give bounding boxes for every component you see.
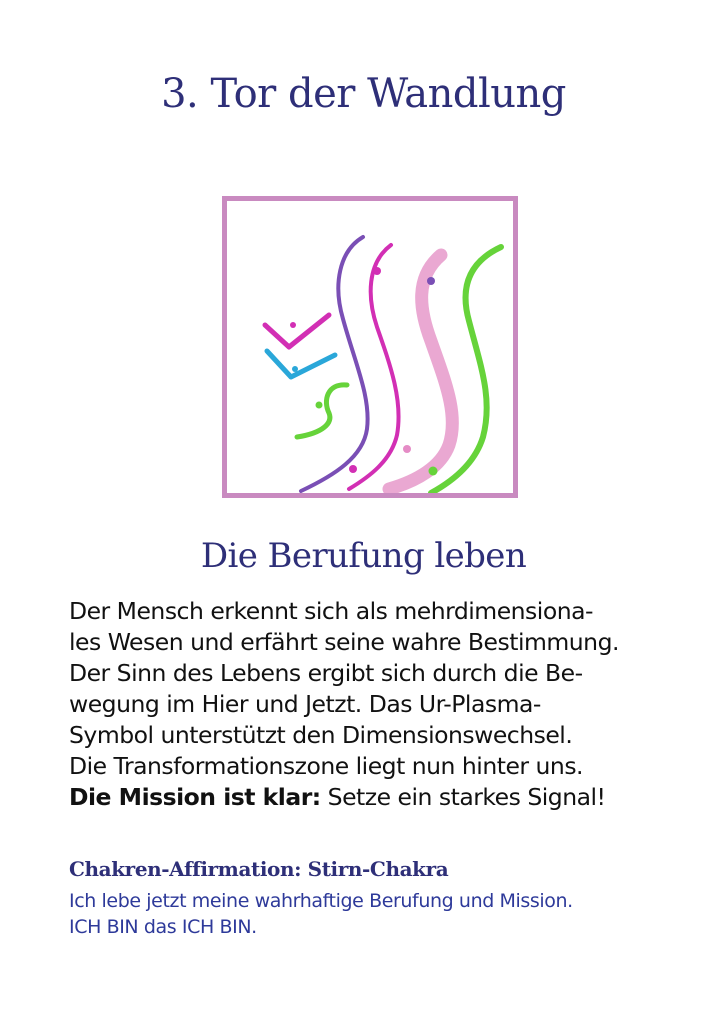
affirmation-text [69,888,689,940]
cyan-chevron-stroke [267,351,335,377]
card-title: 3. Tor der Wandlung [161,71,566,117]
cyan-dot [292,366,298,372]
body-line: Der Mensch erkennt sich als mehrdimensiona- [69,597,593,625]
mission-rest-text: Setze ein starkes Signal! [320,783,606,811]
card-body-text [69,596,689,813]
body-line: Die Transformationszone liegt nun hinter uns. [69,752,584,780]
body-line: wegung im Hier und Jetzt. Das Ur-Plasma- [69,690,541,718]
symbol-frame [222,196,518,498]
magenta-dot-small [290,322,296,328]
affirmation-line: Ich lebe jetzt meine wahrhaftige Berufung und Mission. [69,890,573,912]
magenta-dot-bottom [349,465,357,473]
mission-bold-text: Die Mission ist klar: [69,783,321,811]
green-dot-small [316,402,323,409]
purple-wave-stroke [301,237,368,491]
pink-wave-stroke [389,255,452,489]
affirmation-heading: Chakren-Affirmation: Stirn-Chakra [69,857,449,881]
green-curl-stroke [297,385,347,437]
affirmation-line: ICH BIN das ICH BIN. [69,916,257,938]
body-line: Der Sinn des Lebens ergibt sich durch die Be- [69,659,583,687]
magenta-dot-top [373,267,381,275]
card-subtitle: Die Berufung leben [200,536,527,576]
purple-dot [427,277,435,285]
body-line: les Wesen und erfährt seine wahre Bestimmung. [69,628,619,656]
mission-line [69,782,689,813]
body-line: Symbol unterstützt den Dimensionswechsel. [69,721,573,749]
green-dot-bottom [429,467,438,476]
pink-dot [403,445,411,453]
magenta-chevron-stroke [265,315,329,347]
ur-plasma-symbol-icon [227,201,513,493]
